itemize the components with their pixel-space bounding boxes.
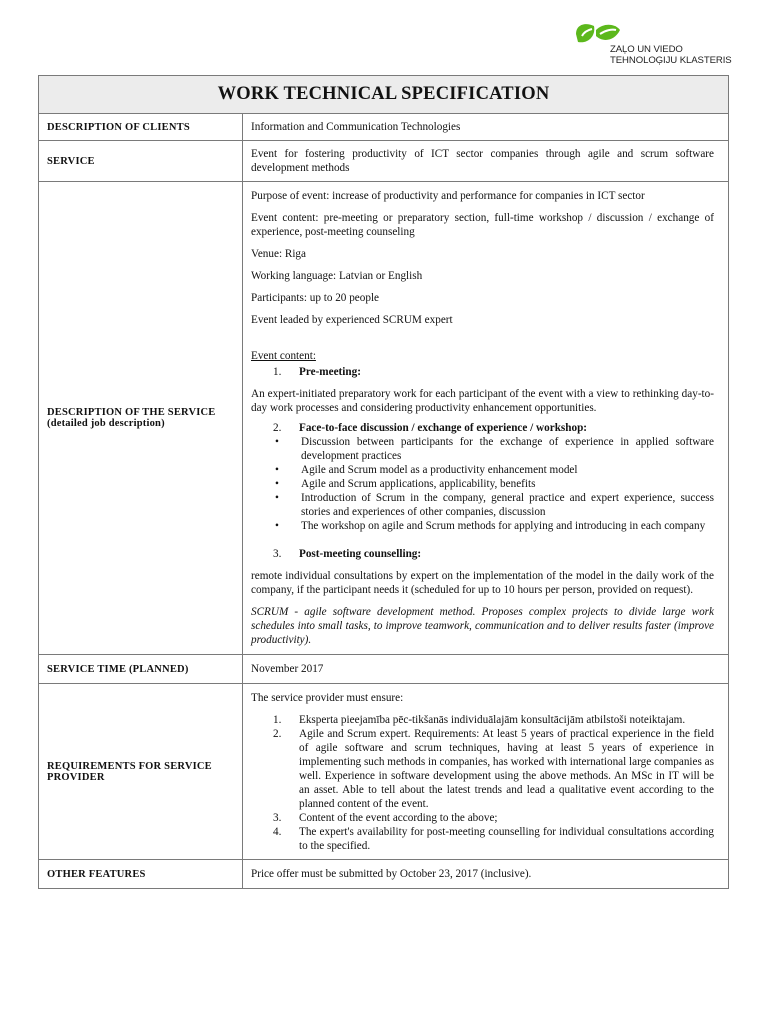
clients-value: Information and Communication Technologies [243,114,729,141]
bullet-text: Introduction of Scrum in the company, general practice and expert experience, success stories and experiences of other companies, discussion [301,492,714,518]
list-item [273,435,714,463]
description-row [39,182,729,655]
logo-text [610,44,732,66]
step-3-heading [273,547,714,561]
step-2-title: Face-to-face discussion / exchange of experience / workshop: [299,422,588,434]
list-number: 3. [273,812,282,824]
bullet: • [275,492,279,504]
bullet-text: The workshop on agile and Scrum methods for applying and introducing in each company [301,520,706,532]
list-item [273,519,714,533]
description-label: DESCRIPTION OF THE SERVICE (detailed job description) [39,182,243,655]
list-number: 1. [273,714,282,726]
title-row [39,76,729,114]
service-time-row [39,655,729,684]
requirements-row [39,684,729,860]
logo-line-2: TEHNOLOĢIJU KLASTERIS [610,55,732,66]
step-1-title: Pre-meeting: [299,366,361,378]
step-3-text: remote individual consultations by expert on the implementation of the model in the daily work of the company, if the participant needs it (scheduled for up to 10 hours per person, provided on request). [251,570,714,596]
list-item [273,463,714,477]
requirements-label: REQUIREMENTS FOR SERVICE PROVIDER [39,684,243,860]
scrum-note: SCRUM - agile software development method. Proposes complex projects to divide large work schedules into small tasks, to improve teamwork, communication and to deliver results faster (improve productivity). [251,606,714,646]
list-item [273,727,714,811]
event-content-heading: Event content: [251,350,316,362]
bullet-text: Discussion between participants for the exchange of experience in applied software development practices [301,436,714,462]
list-text: Eksperta pieejamība pēc-tikšanās individuālajām konsultācijām atbilstoši noteiktajam. [299,714,686,726]
step-1-text: An expert-initiated preparatory work for each participant of the event with a view to rethinking day-to-day work processes and considering productivity enhancement opportunities. [251,388,714,414]
event-content-text: Event content: pre-meeting or preparatory section, full-time workshop / discussion / exchange of experience, post-meeting counseling [251,212,714,238]
list-item [273,713,714,727]
service-time-label: SERVICE TIME (PLANNED) [39,655,243,684]
list-text: Agile and Scrum expert. Requirements: At least 5 years of practical experience in the field of agile software and scrum techniques, having at least 5 years of experience in implementing such methods in companies, has worked with international large companies as well. Experience in software development using the above methods. An MSc in IT will be an asset. Able to tell about the latest trends and lead a qualitative event according to the planned content of the event. [299,728,714,810]
clients-label: DESCRIPTION OF CLIENTS [39,114,243,141]
step-3-number: 3. [273,548,282,560]
step-1-number: 1. [273,366,282,378]
service-value [243,141,729,182]
list-item [273,811,714,825]
specification-table [38,75,729,889]
requirements-value [243,684,729,860]
bullet: • [275,464,279,476]
language-text: Working language: Latvian or English [251,270,423,282]
bullet: • [275,520,279,532]
clients-row [39,114,729,141]
list-text: The expert's availability for post-meeting counselling for individual consultations according to the specified. [299,826,714,852]
list-item [273,477,714,491]
other-features-value: Price offer must be submitted by October 23, 2017 (inclusive). [243,860,729,889]
purpose-text: Purpose of event: increase of productivity and performance for companies in ICT sector [251,190,645,202]
step-2-number: 2. [273,422,282,434]
bullet: • [275,436,279,448]
description-value [243,182,729,655]
bullet-text: Agile and Scrum applications, applicability, benefits [301,478,536,490]
other-features-row [39,860,729,889]
list-number: 2. [273,728,282,740]
step-1-heading [273,365,714,379]
requirements-intro: The service provider must ensure: [251,692,404,704]
service-label: SERVICE [39,141,243,182]
cluster-logo [574,20,734,70]
service-row [39,141,729,182]
list-number: 4. [273,826,282,838]
logo-line-1: ZAĻO UN VIEDO [610,44,683,55]
list-item [273,491,714,519]
participants-text: Participants: up to 20 people [251,292,380,304]
service-text: Event for fostering productivity of ICT sector companies through agile and scrum software development methods [251,148,714,174]
leader-text: Event leaded by experienced SCRUM expert [251,314,453,326]
venue-text: Venue: Riga [251,248,306,260]
step-2-heading [273,421,714,435]
list-text: Content of the event according to the above; [299,812,498,824]
service-time-value: November 2017 [243,655,729,684]
bullet-text: Agile and Scrum model as a productivity enhancement model [301,464,578,476]
step-3-title: Post-meeting counselling: [299,548,422,560]
bullet: • [275,478,279,490]
list-item [273,825,714,853]
other-features-label: OTHER FEATURES [39,860,243,889]
document-title: WORK TECHNICAL SPECIFICATION [39,76,729,114]
